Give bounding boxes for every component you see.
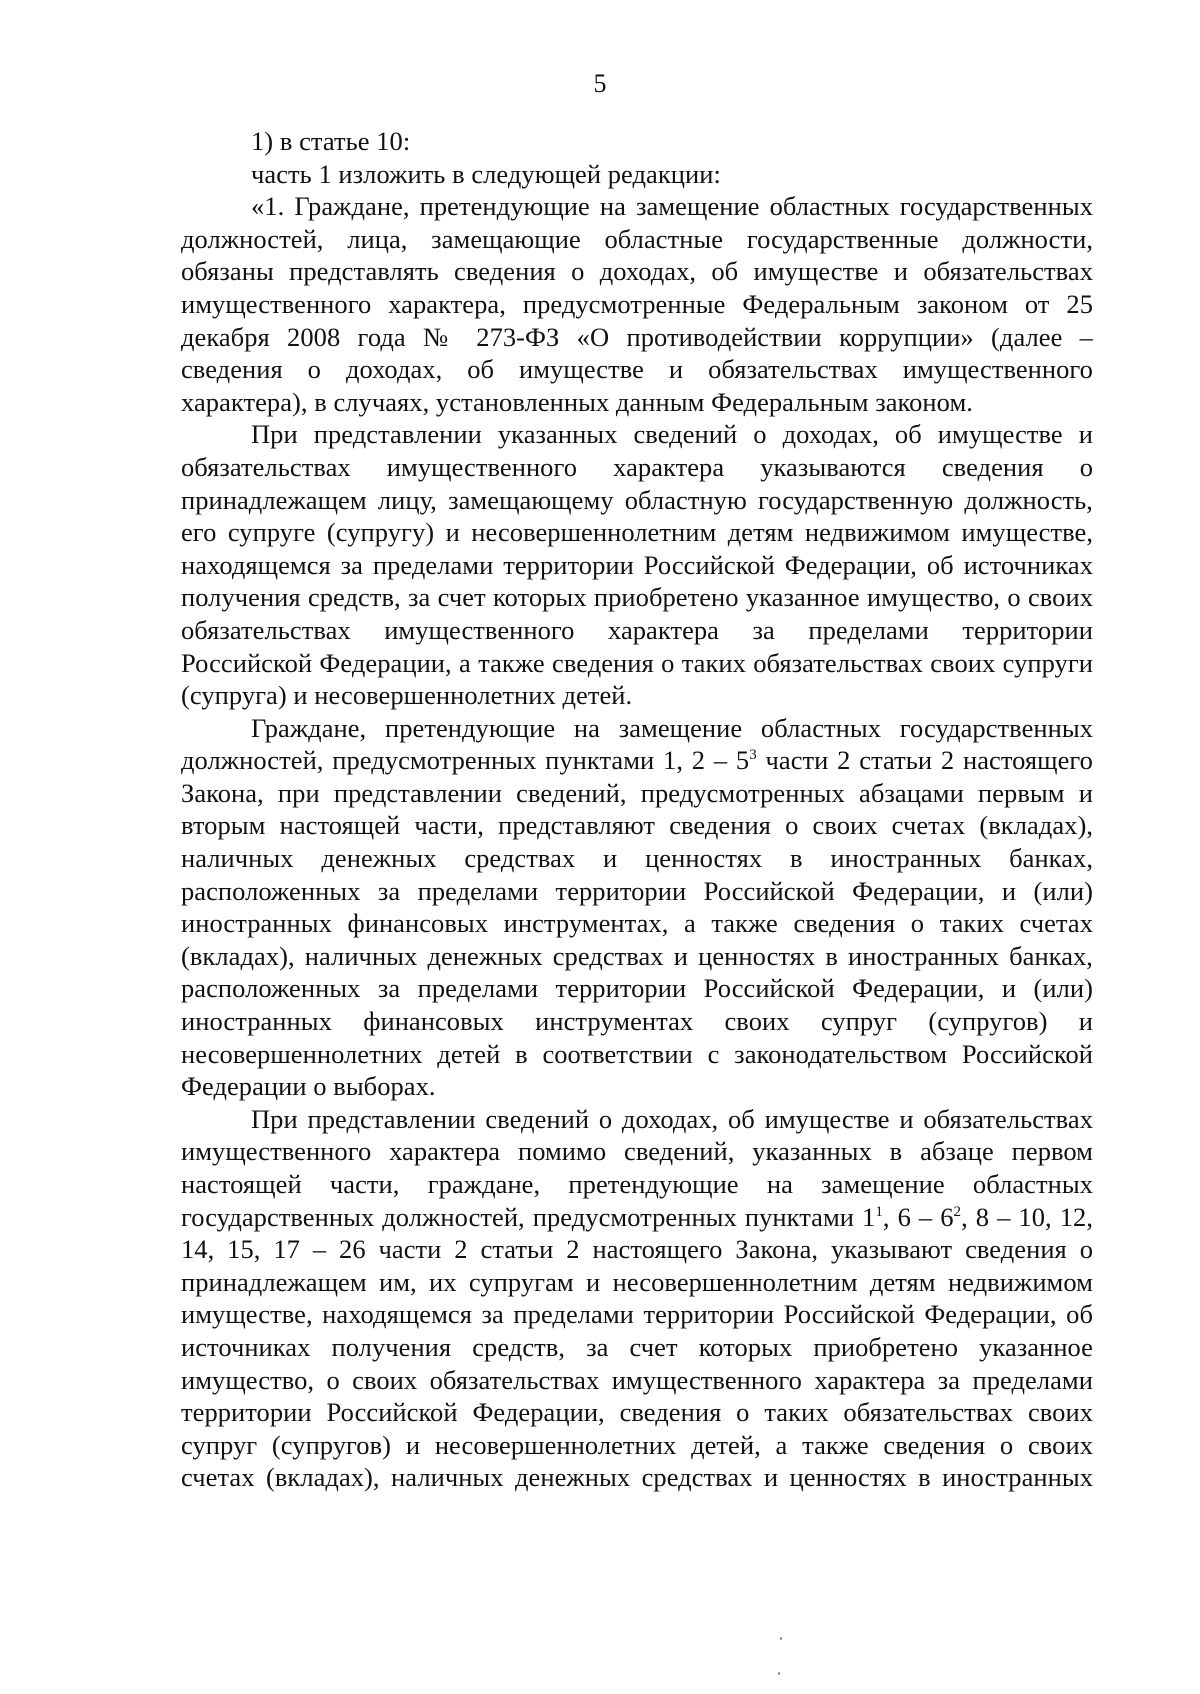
text-fragment: , 6 – 6 bbox=[882, 1201, 954, 1232]
text-fragment: , 8 – 10, 12, 14, 15, 17 – 26 части 2 статьи 2 настоящего Закона, указывают сведения о принадлежащем им, их супругам и несовершеннолетним детям недвижимом имуществе, находящемся за пределами территории Российской Федерации, об источниках получения средств, за счет которых приобретено указанное имущество, о своих обязательствах имущественного характера за пределами территории Российской Федерации, сведения о таких обязательствах своих супруг (супругов) и несовершеннолетних детей, а также сведения о своих счетах (вкладах), наличных денежных средствах и ценностях в иностранных bbox=[181, 1201, 1093, 1493]
paragraph-foreign-accounts bbox=[181, 712, 1093, 1103]
scan-speck bbox=[780, 1637, 782, 1640]
list-item-article-10: 1) в статье 10: bbox=[251, 126, 411, 156]
paragraph-additional-info bbox=[181, 1103, 1093, 1494]
text-fragment: При представлении сведений о доходах, об имуществе и обязательствах имущественного характера помимо сведений, указанных в абзаце первом настоящей части, граждане, претендующие на замещение областных государственных должностей, предусмотренных пунктами 1 bbox=[181, 1103, 1093, 1232]
scan-speck bbox=[778, 1672, 780, 1675]
superscript: 1 bbox=[875, 1203, 883, 1220]
document-body bbox=[181, 125, 1093, 1494]
superscript: 2 bbox=[953, 1203, 962, 1220]
paragraph-property-abroad: При представлении указанных сведений о доходах, об имуществе и обязательствах имущественного характера указываются сведения о принадлежащем лицу, замещающему областную государственную должность, его супруге (супругу) и несовершеннолетним детям недвижимом имуществе, находящемся за пределами территории Российской Федерации, об источниках получения средств, за счет которых приобретено указанное имущество, о своих обязательствах имущественного характера за пределами территории Российской Федерации, а также сведения о таких обязательствах своих супруги (супруга) и несовершеннолетних детей. bbox=[181, 419, 1093, 711]
paragraph-part-1: «1. Граждане, претендующие на замещение областных государственных должностей, лица, замещающие областные государственные должности, обязаны представлять сведения о доходах, об имуществе и обязательствах имущественного характера, предусмотренные Федеральным законом от 25 декабря 2008 года № 273-ФЗ «О противодействии коррупции» (далее – сведения о доходах, об имуществе и обязательствах имущественного характера), в случаях, установленных данным Федеральным законом. bbox=[181, 191, 1093, 417]
text-fragment: Граждане, претендующие на замещение областных государственных должностей, предусмотренных пунктами 1, 2 – 5 bbox=[181, 712, 1093, 776]
page-number: 5 bbox=[593, 69, 607, 98]
text-fragment: части 2 статьи 2 настоящего Закона, при представлении сведений, предусмотренных абзацами первым и вторым настоящей части, представляют сведения о своих счетах (вкладах), наличных денежных средствах и ценностях в иностранных банках, расположенных за пределами территории Российской Федерации, и (или) иностранных финансовых инструментах, а также сведения о таких счетах (вкладах), наличных денежных средствах и ценностях в иностранных банках, расположенных за пределами территории Российской Федерации, и (или) иностранных финансовых инструментах своих супруг (супругов) и несовершеннолетних детей в соответствии с законодательством Российской Федерации о выборах. bbox=[181, 745, 1093, 1102]
instruction-paragraph: часть 1 изложить в следующей редакции: bbox=[251, 158, 721, 189]
superscript: 3 bbox=[749, 747, 757, 764]
